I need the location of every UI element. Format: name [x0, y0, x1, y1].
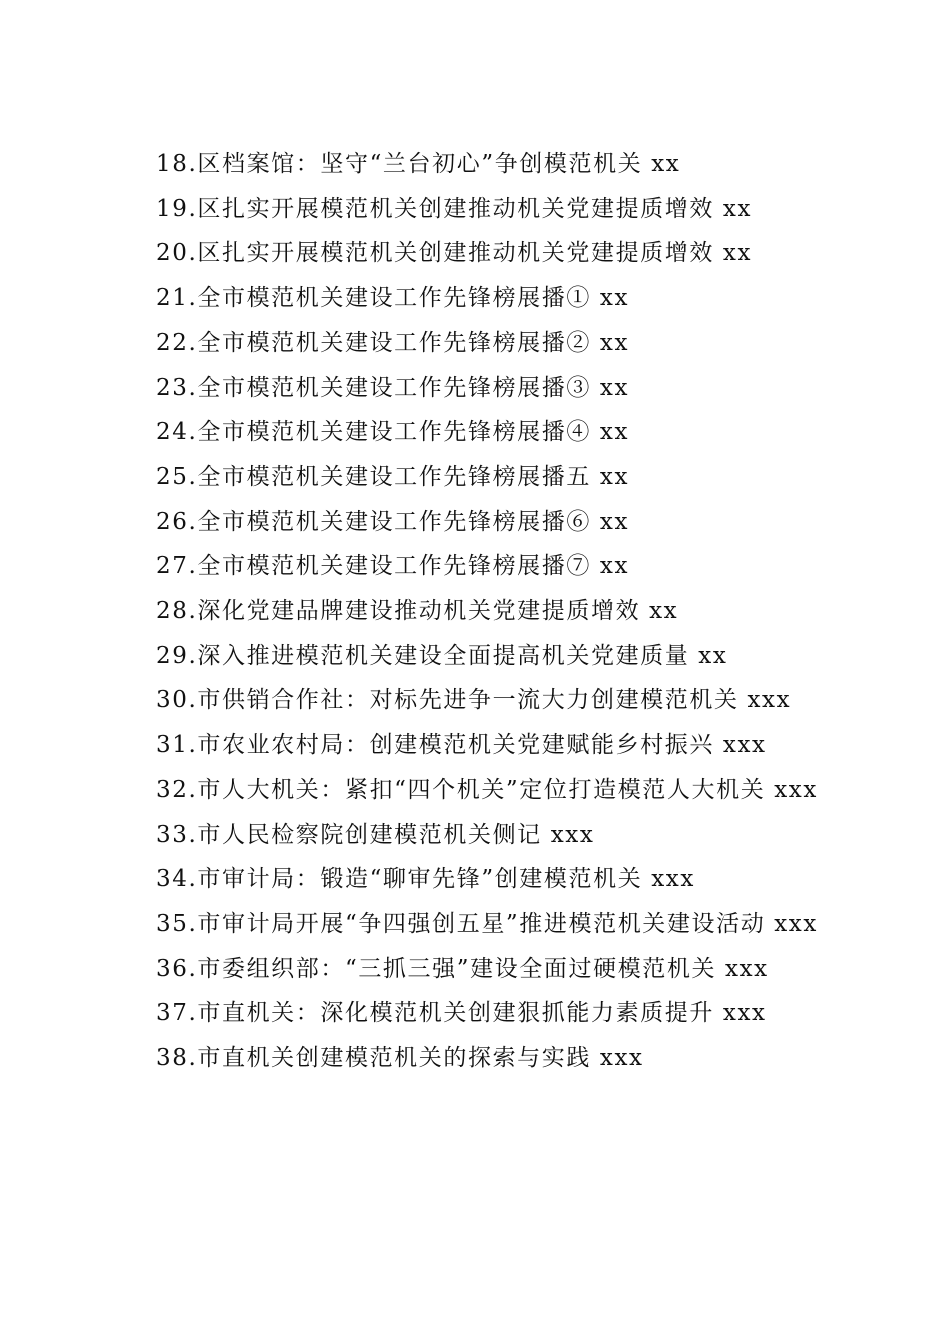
list-item: 28.深化党建品牌建设推动机关党建提质增效 xx	[156, 598, 679, 625]
list-item: 29.深入推进模范机关建设全面提高机关党建质量 xx	[156, 642, 728, 669]
list-item: 21.全市模范机关建设工作先锋榜展播① xx	[156, 285, 630, 312]
article-list	[118, 142, 830, 1081]
list-item: 22.全市模范机关建设工作先锋榜展播② xx	[156, 329, 630, 356]
list-item: 33.市人民检察院创建模范机关侧记 xxx	[156, 821, 595, 848]
list-item: 35.市审计局开展“争四强创五星”推进模范机关建设活动 xxx	[156, 910, 818, 937]
list-item: 18.区档案馆：坚守“兰台初心”争创模范机关 xx	[156, 151, 681, 177]
list-item: 26.全市模范机关建设工作先锋榜展播⑥ xx	[156, 508, 630, 535]
list-item: 31.市农业农村局：创建模范机关党建赋能乡村振兴 xxx	[156, 732, 767, 759]
list-item: 24.全市模范机关建设工作先锋榜展播④ xx	[156, 419, 630, 446]
list-item: 27.全市模范机关建设工作先锋榜展播⑦ xx	[156, 553, 630, 580]
list-item: 25.全市模范机关建设工作先锋榜展播五 xx	[156, 463, 630, 490]
list-item: 38.市直机关创建模范机关的探索与实践 xxx	[156, 1045, 644, 1072]
list-item: 30.市供销合作社：对标先进争一流大力创建模范机关 xxx	[156, 687, 792, 714]
list-item: 23.全市模范机关建设工作先锋榜展播③ xx	[156, 374, 630, 401]
list-item: 32.市人大机关：紧扣“四个机关”定位打造模范人大机关 xxx	[156, 776, 818, 803]
list-item: 19.区扎实开展模范机关创建推动机关党建提质增效 xx	[156, 195, 753, 222]
list-item: 36.市委组织部：“三抓三强”建设全面过硬模范机关 xxx	[156, 955, 769, 982]
list-item: 20.区扎实开展模范机关创建推动机关党建提质增效 xx	[156, 240, 753, 267]
list-item: 34.市审计局：锻造“聊审先锋”创建模范机关 xxx	[156, 866, 695, 893]
list-item: 37.市直机关：深化模范机关创建狠抓能力素质提升 xxx	[156, 1000, 767, 1027]
